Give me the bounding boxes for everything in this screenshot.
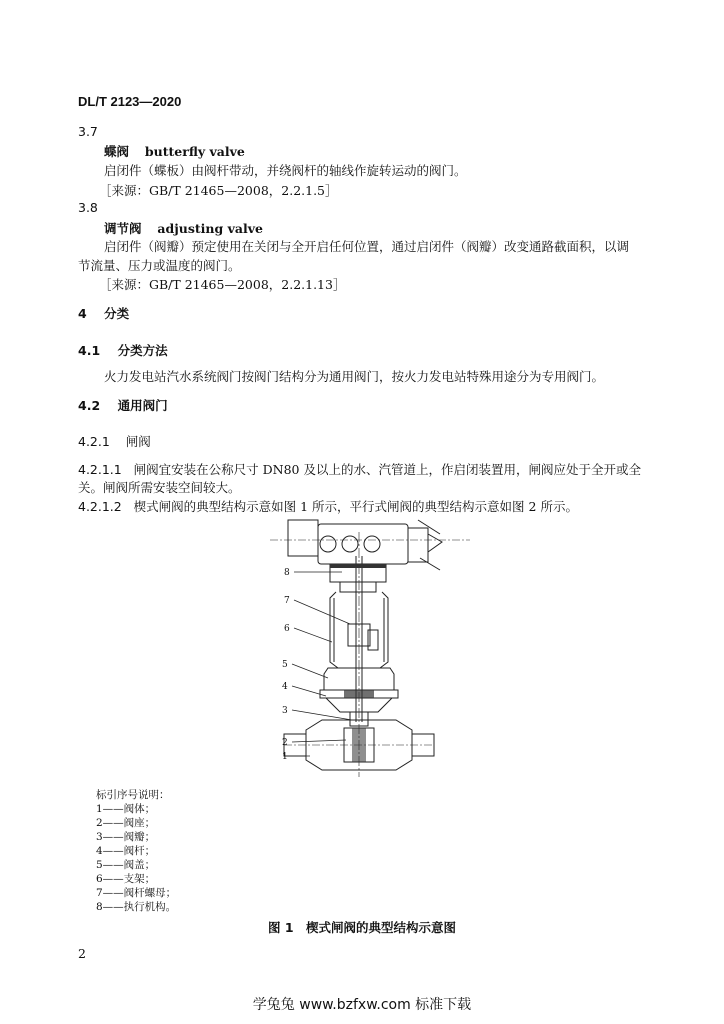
footer-watermark: 学兔兔 www.bzfxw.com 标准下载 — [252, 997, 472, 1013]
term-heading — [104, 219, 263, 237]
section-number: 3.8 — [78, 200, 98, 215]
term-en: butterfly valve — [144, 144, 245, 159]
term-cn: 调节阀 — [104, 221, 142, 236]
term-definition-cont: 节流量、压力或温度的阀门。 — [78, 258, 241, 273]
term-heading — [104, 142, 245, 160]
gate-valve-diagram — [270, 512, 470, 782]
callout-1: 1 — [282, 752, 288, 762]
section-title: 分类方法 — [117, 343, 168, 358]
callout-5: 5 — [282, 660, 288, 670]
term-definition: 启闭件（蝶板）由阀杆带动，并绕阀杆的轴线作旋转运动的阀门。 — [104, 163, 467, 178]
callout-2: 2 — [282, 738, 288, 748]
legend-item: 5——阀盖； — [96, 859, 156, 871]
chapter-title: 分类 — [104, 306, 130, 321]
section-heading — [78, 396, 168, 414]
subsection-heading — [78, 432, 151, 450]
section-heading — [78, 341, 168, 359]
paragraph: 火力发电站汽水系统阀门按阀门结构分为通用阀门，按火力发电站特殊用途分为专用阀门。 — [104, 369, 605, 384]
chapter-number: 4 — [78, 306, 87, 321]
clause-text: 闸阀宜安装在公称尺寸 DN80 及以上的水、汽管道上，作启闭装置用，闸阀应处于全开或全 — [133, 462, 641, 477]
legend-item: 7——阀杆螺母； — [96, 887, 177, 899]
term-source: ［来源：GB/T 21465—2008，2.2.1.13］ — [99, 277, 346, 292]
callout-6: 6 — [284, 624, 290, 634]
legend-item: 6——支架； — [96, 873, 156, 885]
clause-cont: 关。闸阀所需安装空间较大。 — [78, 480, 241, 495]
clause — [78, 460, 641, 478]
callout-8: 8 — [284, 568, 290, 578]
section-number: 3.7 — [78, 124, 98, 139]
callout-4: 4 — [282, 682, 288, 692]
clause-number: 4.2.1.2 — [78, 499, 122, 514]
term-definition: 启闭件（阀瓣）预定使用在关闭与全开启任何位置，通过启闭件（阀瓣）改变通路截面积，以调 — [104, 239, 630, 254]
legend-item: 1——阀体； — [96, 803, 156, 815]
figure-caption: 图 1 楔式闸阀的典型结构示意图 — [267, 920, 457, 935]
legend-item: 2——阀座； — [96, 817, 156, 829]
clause-text: 楔式闸阀的典型结构示意如图 1 所示，平行式闸阀的典型结构示意如图 2 所示。 — [133, 499, 578, 514]
section-number: 4.2 — [78, 398, 101, 413]
legend-item: 4——阀杆； — [96, 845, 156, 857]
page-number: 2 — [78, 946, 86, 961]
subsection-title: 闸阀 — [125, 434, 151, 449]
clause-number: 4.2.1.1 — [78, 462, 122, 477]
legend-title: 标引序号说明： — [96, 789, 170, 801]
section-number: 4.1 — [78, 343, 101, 358]
subsection-number: 4.2.1 — [78, 434, 110, 449]
term-en: adjusting valve — [157, 221, 263, 236]
callout-3: 3 — [282, 706, 288, 716]
chapter-heading — [78, 304, 129, 322]
term-cn: 蝶阀 — [104, 144, 130, 159]
term-source: ［来源：GB/T 21465—2008，2.2.1.5］ — [99, 183, 338, 198]
section-title: 通用阀门 — [117, 398, 168, 413]
legend-item: 3——阀瓣； — [96, 831, 156, 843]
document-code: DL/T 2123—2020 — [78, 94, 182, 109]
callout-7: 7 — [284, 596, 290, 606]
legend-item: 8——执行机构。 — [96, 901, 177, 913]
